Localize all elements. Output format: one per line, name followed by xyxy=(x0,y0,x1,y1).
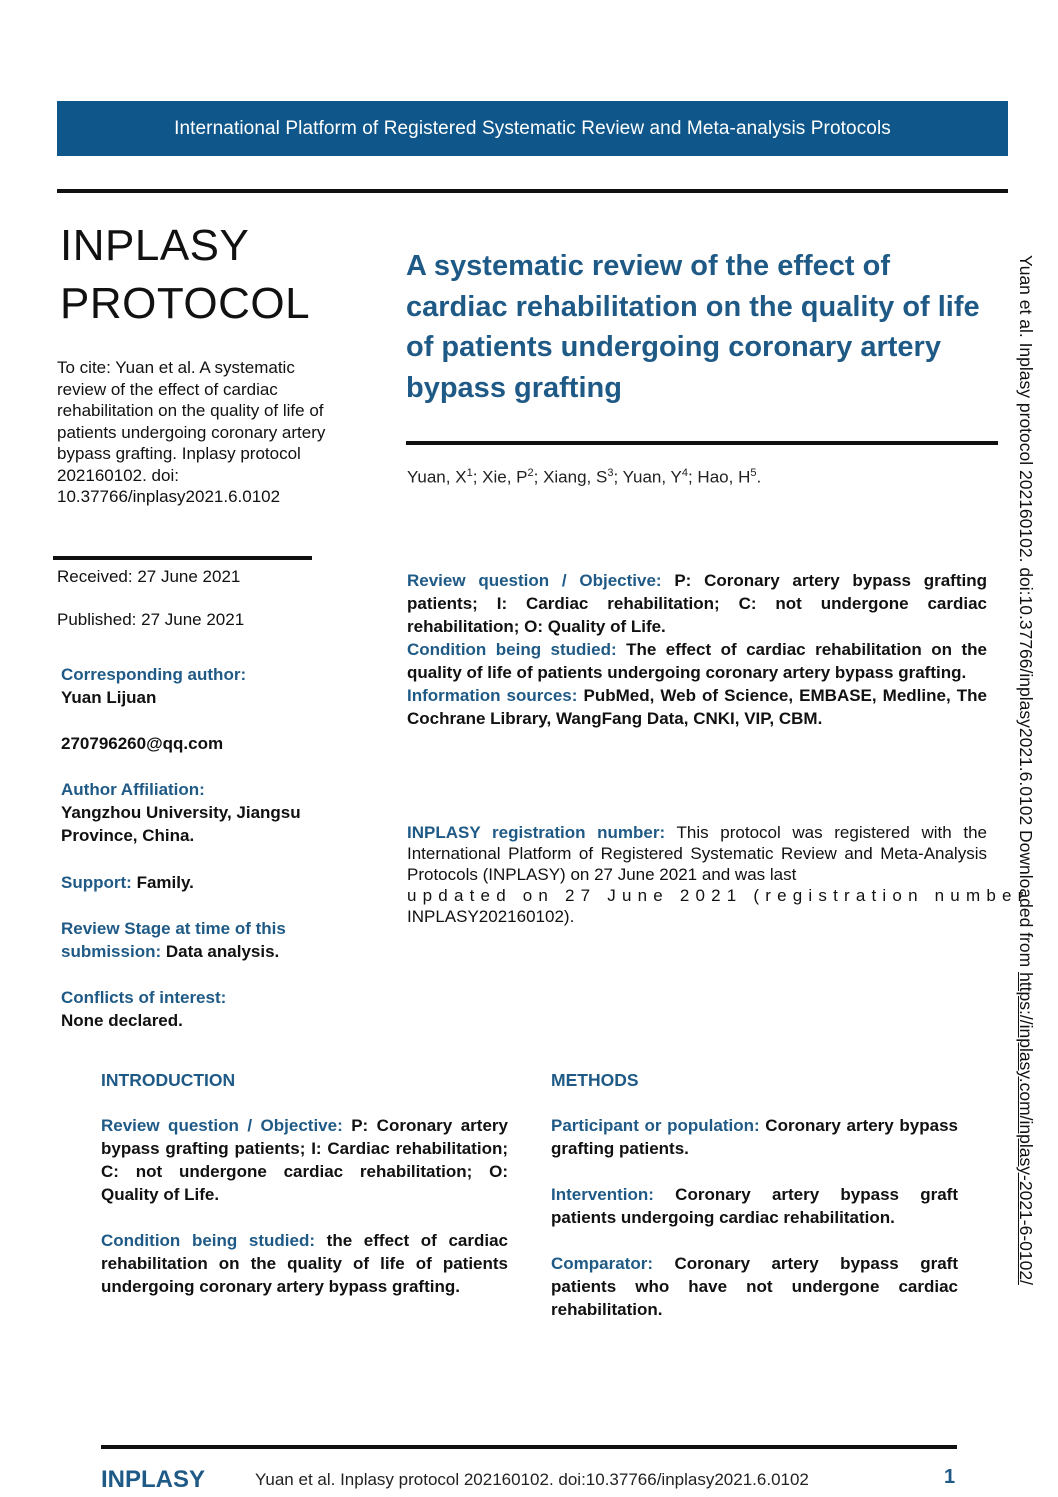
author-affiliation xyxy=(61,778,351,847)
methods-body xyxy=(551,1114,958,1344)
conflicts-label: Conflicts of interest: xyxy=(61,988,227,1007)
methods-comp-label: Comparator: xyxy=(551,1254,654,1273)
conflicts-of-interest xyxy=(61,986,351,1032)
author-email: 270796260@qq.com xyxy=(61,734,224,753)
summary-info-label: Information sources: xyxy=(407,686,578,705)
author-2-affil: 2 xyxy=(527,467,534,479)
summary-cond-value: The effect of cardiac rehabilitation on the quality of life of patients undergoing coronary artery bypass grafting. xyxy=(407,640,987,682)
intro-rq-value: P: Coronary artery bypass grafting patients; I: Cardiac rehabilitation; C: not undergone cardiac rehabilitation; O: Quality of Life. xyxy=(101,1116,508,1204)
intro-cond-value: the effect of cardiac rehabilitation on the quality of life of patients undergoing coronary artery bypass grafting. xyxy=(101,1231,508,1296)
summary-rq-value: P: Coronary artery bypass grafting patients; I: Cardiac rehabilitation; C: not undergone cardiac rehabilitation; O: Quality of Life. xyxy=(407,571,987,636)
review-stage xyxy=(61,917,336,963)
methods-int-value: Coronary artery bypass graft patients undergoing cardiac rehabilitation. xyxy=(551,1185,958,1227)
summary-cond-label: Condition being studied: xyxy=(407,640,617,659)
methods-comp-value: Coronary artery bypass graft patients who have not undergone cardiac rehabilitation. xyxy=(551,1254,958,1319)
author-list-end: . xyxy=(756,467,762,487)
summary-review-question xyxy=(407,569,987,638)
title-rule xyxy=(406,441,998,445)
support-label: Support: xyxy=(61,873,132,892)
registration-text-1: This protocol was registered with the International Platform of Registered Systematic Review and Meta-Analysis Protocols (INPLASY) on 27 June 2021 and was last xyxy=(407,823,987,884)
affiliation-label: Author Affiliation: xyxy=(61,780,205,799)
methods-pop-label: Participant or population: xyxy=(551,1116,760,1135)
affiliation-value: Yangzhou University, Jiangsu Province, China. xyxy=(61,803,301,845)
author-4-affil: 4 xyxy=(681,467,688,479)
cite-rule xyxy=(53,556,312,560)
side-download-link[interactable]: https://inplasy.com/inplasy-2021-6-0102/ xyxy=(1016,972,1036,1285)
footer-rule xyxy=(101,1445,957,1449)
top-rule xyxy=(57,189,1008,193)
methods-int-label: Intervention: xyxy=(551,1185,654,1204)
received-date: Received: 27 June 2021 xyxy=(57,567,241,586)
author-1-affil: 1 xyxy=(466,467,473,479)
citation-text: To cite: Yuan et al. A systematic review of the effect of cardiac rehabilitation on the quality of life of patients undergoing coronary artery bypass grafting. Inplasy protocol 202160102. doi: 10.37766/inplasy2021.6.0102 xyxy=(57,358,326,506)
author-3: ; Xiang, S xyxy=(533,467,608,487)
author-4: ; Yuan, Y xyxy=(613,467,682,487)
registration-label: INPLASY registration number: xyxy=(407,823,666,842)
intro-condition xyxy=(101,1229,508,1298)
author-list xyxy=(407,467,761,488)
footer-citation: Yuan et al. Inplasy protocol 202160102. doi:10.37766/inplasy2021.6.0102 xyxy=(255,1470,809,1489)
summary-block xyxy=(407,569,987,730)
author-5: ; Hao, H xyxy=(687,467,751,487)
summary-rq-label: Review question / Objective: xyxy=(407,571,662,590)
page-number: 1 xyxy=(944,1466,956,1488)
methods-heading: METHODS xyxy=(551,1070,639,1090)
methods-pop-value: Coronary artery bypass grafting patients. xyxy=(551,1116,958,1158)
conflicts-value: None declared. xyxy=(61,1011,183,1030)
methods-population xyxy=(551,1114,958,1160)
author-1: Yuan, X xyxy=(407,467,467,487)
intro-rq-label: Review question / Objective: xyxy=(101,1116,343,1135)
support-value: Family. xyxy=(136,873,194,892)
summary-info-value: PubMed, Web of Science, EMBASE, Medline, The Cochrane Library, WangFang Data, CNKI, VIP, CBM. xyxy=(407,686,987,728)
summary-condition xyxy=(407,638,987,684)
author-2: ; Xie, P xyxy=(472,467,528,487)
header-banner xyxy=(57,101,1008,156)
intro-cond-label: Condition being studied: xyxy=(101,1231,316,1250)
introduction-body xyxy=(101,1114,508,1321)
methods-comparator xyxy=(551,1252,958,1321)
registration-text-3: INPLASY202160102). xyxy=(407,907,575,926)
side-download-note xyxy=(1015,255,1036,1345)
footer-brand: INPLASY xyxy=(101,1466,206,1493)
review-stage-value: Data analysis. xyxy=(165,942,280,961)
paper-title: A systematic review of the effect of cardiac rehabilitation on the quality of life of patients undergoing coronary artery bypass grafting xyxy=(406,250,980,404)
side-citation: Yuan et al. Inplasy protocol 202160102. doi:10.37766/inplasy2021.6.0102 Downloaded from xyxy=(1016,255,1036,973)
author-5-affil: 5 xyxy=(750,467,757,479)
support xyxy=(61,871,351,894)
summary-info-sources xyxy=(407,684,987,730)
introduction-heading: INTRODUCTION xyxy=(101,1070,236,1090)
registration-text-2: updated on 27 June 2021 (registration number xyxy=(407,886,1030,905)
review-stage-label: Review Stage at time of this submission: xyxy=(61,919,286,961)
protocol-brand-line2: PROTOCOL xyxy=(60,279,311,328)
intro-review-question xyxy=(101,1114,508,1206)
banner-text: International Platform of Registered Systematic Review and Meta-analysis Protocols xyxy=(174,117,891,139)
author-3-affil: 3 xyxy=(607,467,614,479)
protocol-brand-line1: INPLASY xyxy=(60,221,250,270)
registration-block xyxy=(407,822,1030,927)
corresponding-author xyxy=(61,663,351,709)
corresponding-author-name: Yuan Lijuan xyxy=(61,688,157,707)
methods-intervention xyxy=(551,1183,958,1229)
published-date: Published: 27 June 2021 xyxy=(57,610,245,629)
corresponding-author-label: Corresponding author: xyxy=(61,665,247,684)
